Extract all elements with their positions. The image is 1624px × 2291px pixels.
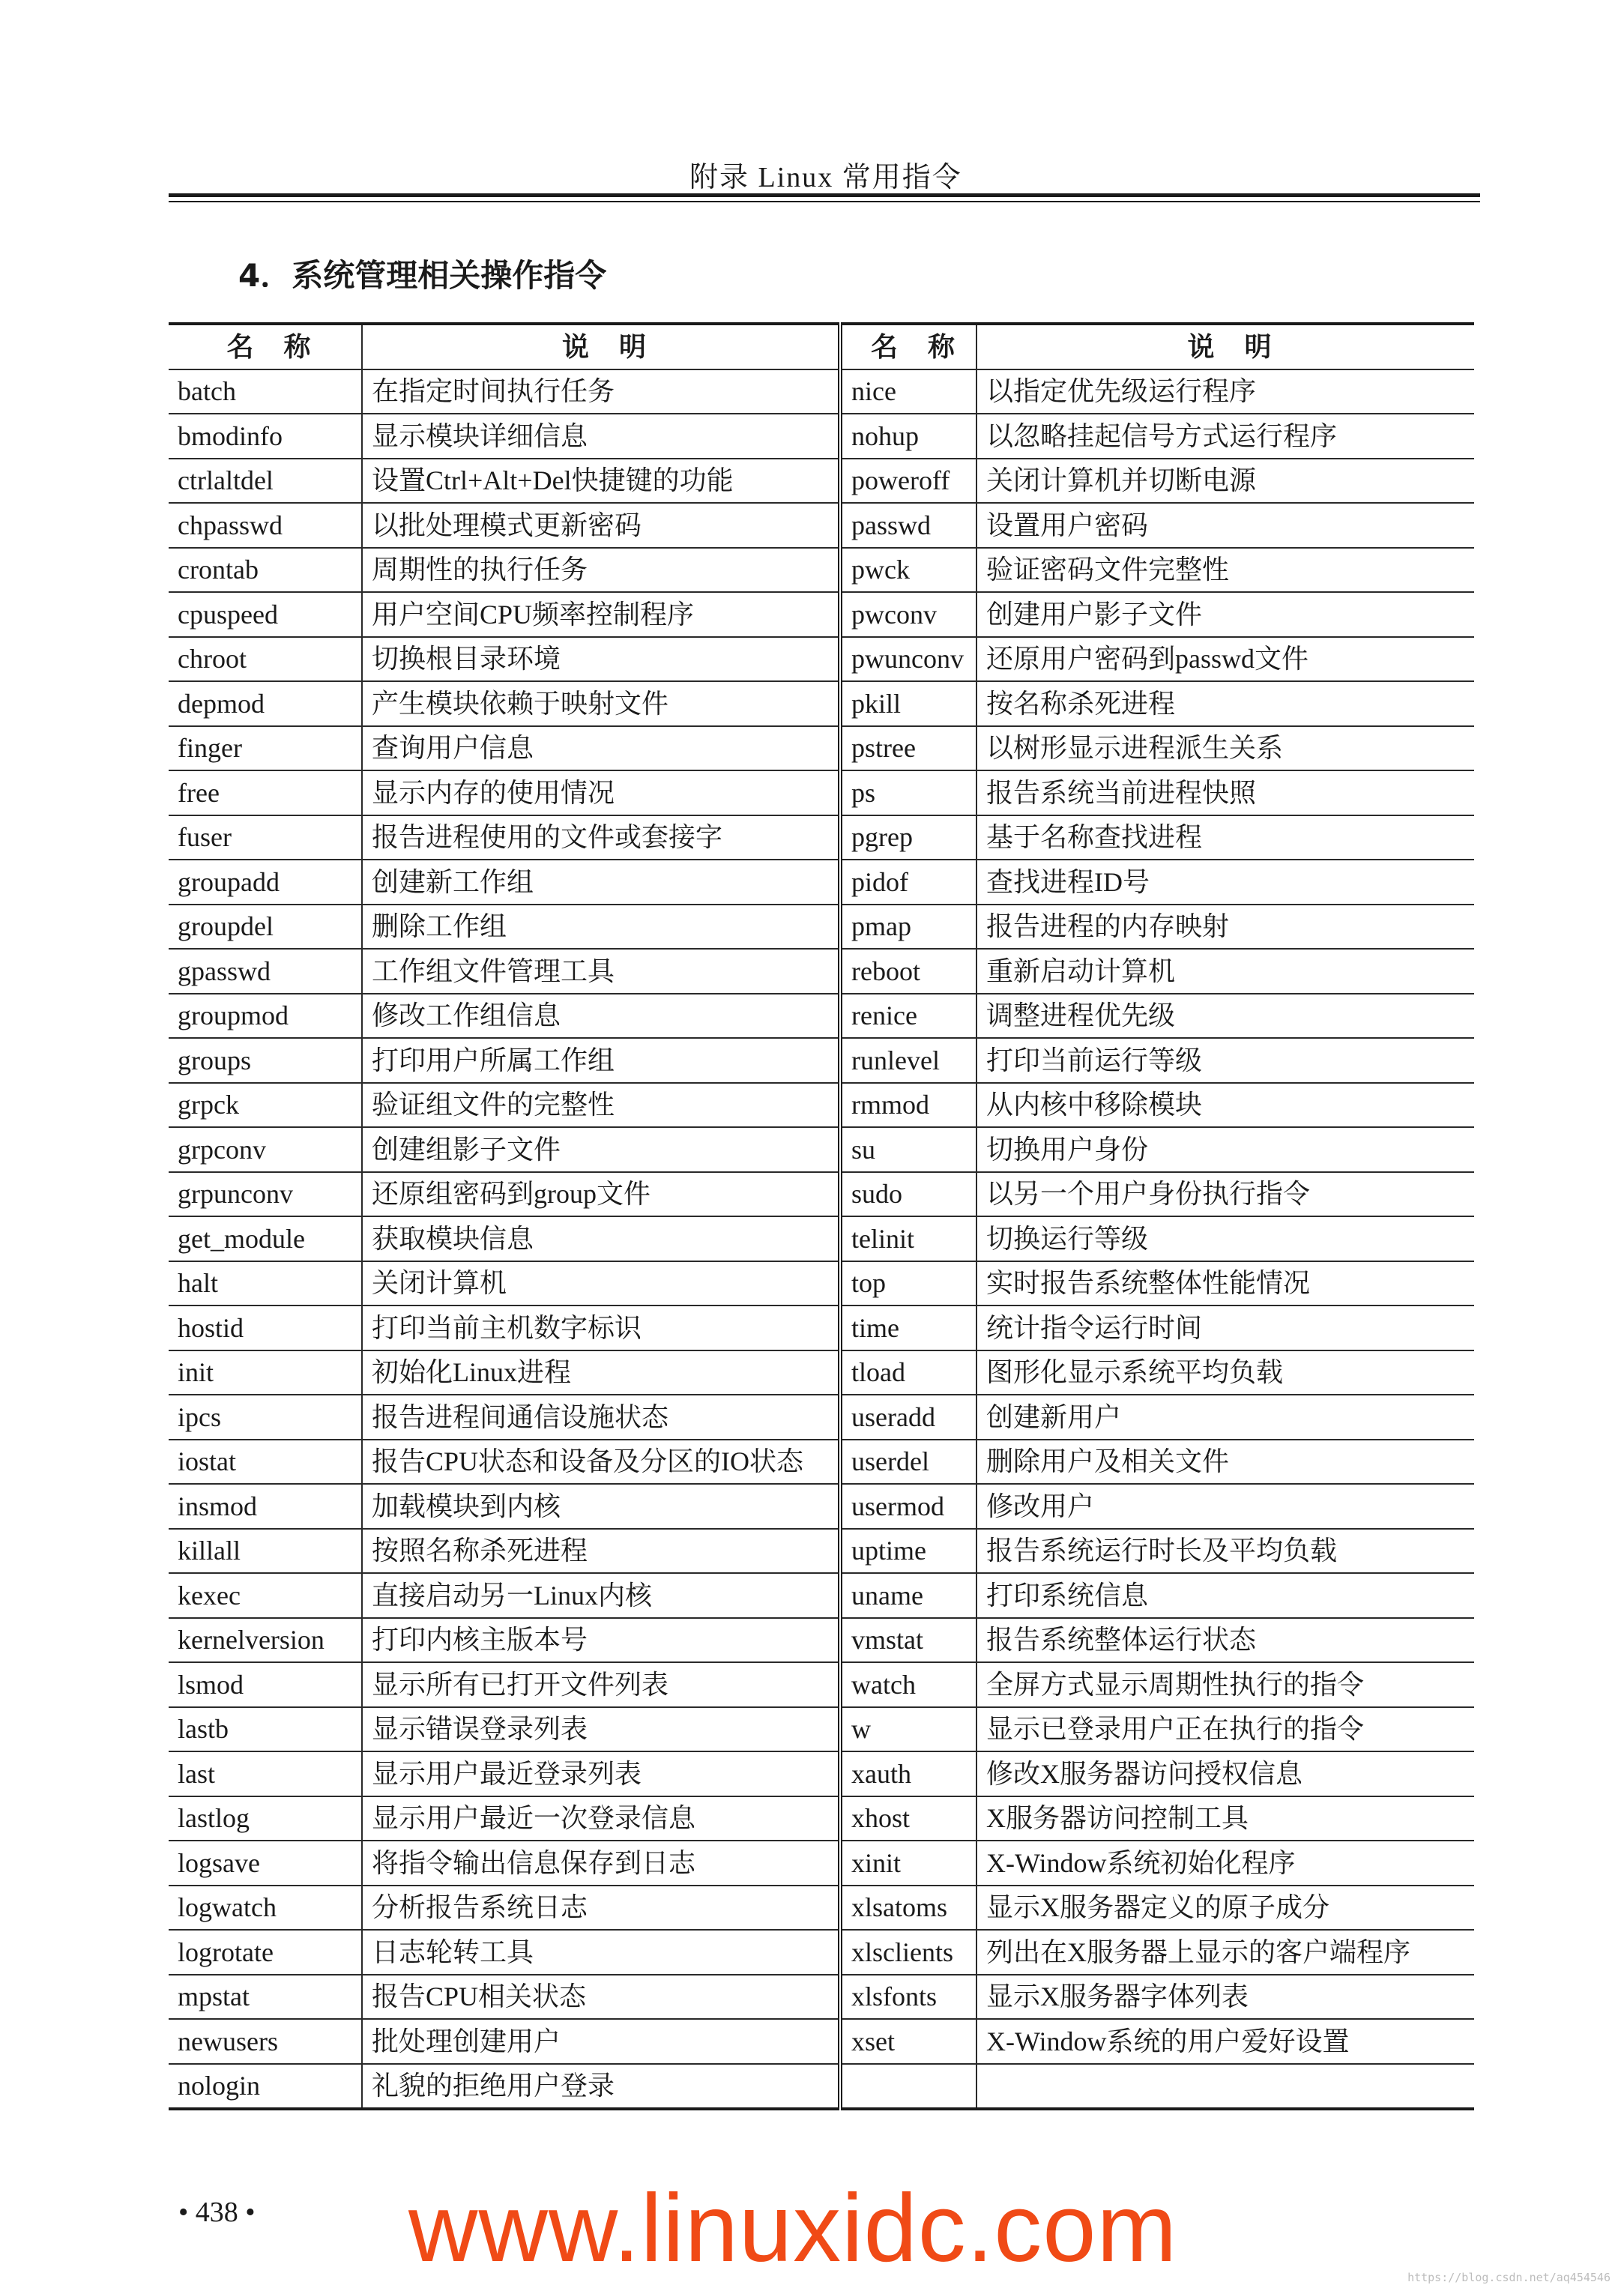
table-header-row (169, 324, 1474, 369)
cmd-desc-left: 按照名称杀死进程 (362, 1529, 840, 1574)
cmd-desc-left: 产生模块依赖于映射文件 (362, 681, 840, 726)
cmd-desc-right: 按名称杀死进程 (976, 681, 1474, 726)
cmd-desc-right: X服务器访问控制工具 (976, 1796, 1474, 1841)
table-row (169, 2064, 1474, 2110)
table-row (169, 369, 1474, 414)
cmd-name-right: pwck (840, 548, 976, 593)
header-rule (169, 193, 1480, 197)
cmd-desc-left: 初始化Linux进程 (362, 1350, 840, 1395)
cmd-name-right: pwunconv (840, 637, 976, 682)
cmd-desc-left: 批处理创建用户 (362, 2019, 840, 2064)
table-row (169, 459, 1474, 504)
cmd-desc-right: 报告进程的内存映射 (976, 905, 1474, 950)
table-row (169, 1529, 1474, 1574)
table-row (169, 905, 1474, 950)
cmd-desc-left: 周期性的执行任务 (362, 548, 840, 593)
cmd-desc-right: 报告系统运行时长及平均负载 (976, 1529, 1474, 1574)
cmd-name-right: xauth (840, 1751, 976, 1796)
table-row (169, 681, 1474, 726)
table-row (169, 1930, 1474, 1975)
table-row (169, 815, 1474, 860)
cmd-name-right: w (840, 1707, 976, 1752)
cmd-desc-left: 分析报告系统日志 (362, 1886, 840, 1931)
table-row (169, 2019, 1474, 2064)
cmd-name-left: newusers (169, 2019, 362, 2064)
cmd-name-right: nice (840, 369, 976, 414)
cmd-desc-left: 显示错误登录列表 (362, 1707, 840, 1752)
cmd-name-right: su (840, 1127, 976, 1172)
cmd-name-left: logrotate (169, 1930, 362, 1975)
cmd-desc-right: 设置用户密码 (976, 503, 1474, 548)
cmd-desc-left: 创建组影子文件 (362, 1127, 840, 1172)
cmd-desc-left: 报告进程使用的文件或套接字 (362, 815, 840, 860)
cmd-desc-right: 报告系统整体运行状态 (976, 1618, 1474, 1663)
cmd-desc-left: 报告进程间通信设施状态 (362, 1395, 840, 1440)
cmd-desc-right: 创建新用户 (976, 1395, 1474, 1440)
cmd-name-left: halt (169, 1261, 362, 1306)
header-desc-left: 说 明 (362, 324, 840, 369)
cmd-desc-right: 统计指令运行时间 (976, 1306, 1474, 1350)
cmd-name-right: pstree (840, 726, 976, 771)
table-body (169, 369, 1474, 2110)
cmd-name-left: crontab (169, 548, 362, 593)
cmd-desc-left: 报告CPU相关状态 (362, 1975, 840, 2020)
cmd-name-right: renice (840, 994, 976, 1039)
cmd-name-right: xlsfonts (840, 1975, 976, 2020)
cmd-name-right: tload (840, 1350, 976, 1395)
cmd-name-right: sudo (840, 1172, 976, 1217)
cmd-desc-right: 显示X服务器定义的原子成分 (976, 1886, 1474, 1931)
cmd-name-left: logsave (169, 1841, 362, 1886)
table-row (169, 592, 1474, 637)
cmd-name-right: time (840, 1306, 976, 1350)
cmd-name-right: useradd (840, 1395, 976, 1440)
header-rule-thin (169, 201, 1480, 202)
cmd-name-left: nologin (169, 2064, 362, 2110)
table-row (169, 1707, 1474, 1752)
cmd-desc-left: 打印用户所属工作组 (362, 1038, 840, 1083)
cmd-desc-right: 验证密码文件完整性 (976, 548, 1474, 593)
cmd-name-left: mpstat (169, 1975, 362, 2020)
cmd-name-left: groups (169, 1038, 362, 1083)
cmd-desc-left: 关闭计算机 (362, 1261, 840, 1306)
cmd-name-right: poweroff (840, 459, 976, 504)
cmd-name-left: iostat (169, 1440, 362, 1485)
cmd-desc-right: 从内核中移除模块 (976, 1083, 1474, 1128)
cmd-name-left: grpck (169, 1083, 362, 1128)
cmd-desc-right (976, 2064, 1474, 2110)
cmd-desc-right: 关闭计算机并切断电源 (976, 459, 1474, 504)
cmd-desc-left: 显示所有已打开文件列表 (362, 1662, 840, 1707)
cmd-name-right: uptime (840, 1529, 976, 1574)
cmd-desc-left: 打印当前主机数字标识 (362, 1306, 840, 1350)
cmd-desc-right: 列出在X服务器上显示的客户端程序 (976, 1930, 1474, 1975)
cmd-desc-left: 切换根目录环境 (362, 637, 840, 682)
cmd-desc-right: 显示已登录用户正在执行的指令 (976, 1707, 1474, 1752)
cmd-name-left: killall (169, 1529, 362, 1574)
cmd-name-left: free (169, 770, 362, 815)
cmd-name-right: usermod (840, 1484, 976, 1529)
cmd-desc-left: 显示内存的使用情况 (362, 770, 840, 815)
table-row (169, 1172, 1474, 1217)
cmd-desc-right: 基于名称查找进程 (976, 815, 1474, 860)
cmd-desc-right: X-Window系统的用户爱好设置 (976, 2019, 1474, 2064)
cmd-desc-left: 礼貌的拒绝用户登录 (362, 2064, 840, 2110)
cmd-desc-right: 图形化显示系统平均负载 (976, 1350, 1474, 1395)
page-number: • 438 • (178, 2197, 256, 2228)
cmd-desc-right: 调整进程优先级 (976, 994, 1474, 1039)
cmd-desc-right: 以树形显示进程派生关系 (976, 726, 1474, 771)
cmd-desc-left: 显示用户最近一次登录信息 (362, 1796, 840, 1841)
cmd-desc-left: 设置Ctrl+Alt+Del快捷键的功能 (362, 459, 840, 504)
cmd-name-left: chroot (169, 637, 362, 682)
cmd-desc-left: 打印内核主版本号 (362, 1618, 840, 1663)
cmd-desc-left: 日志轮转工具 (362, 1930, 840, 1975)
cmd-name-right: xlsatoms (840, 1886, 976, 1931)
cmd-name-left: grpconv (169, 1127, 362, 1172)
table-row (169, 726, 1474, 771)
table-row (169, 994, 1474, 1039)
table-row (169, 1841, 1474, 1886)
table-row (169, 1395, 1474, 1440)
header-desc-right: 说 明 (976, 324, 1474, 369)
table-row (169, 548, 1474, 593)
cmd-name-right: pgrep (840, 815, 976, 860)
cmd-name-left: depmod (169, 681, 362, 726)
cmd-name-left: kernelversion (169, 1618, 362, 1663)
cmd-desc-right: 显示X服务器字体列表 (976, 1975, 1474, 2020)
table-row (169, 1261, 1474, 1306)
table-row (169, 1440, 1474, 1485)
table-row (169, 1751, 1474, 1796)
cmd-desc-right: 修改用户 (976, 1484, 1474, 1529)
cmd-name-right: telinit (840, 1216, 976, 1261)
cmd-desc-right: 修改X服务器访问授权信息 (976, 1751, 1474, 1796)
table-row (169, 770, 1474, 815)
cmd-desc-right: 打印当前运行等级 (976, 1038, 1474, 1083)
cmd-name-left: groupadd (169, 860, 362, 905)
cmd-name-right: watch (840, 1662, 976, 1707)
table-row (169, 1618, 1474, 1663)
cmd-name-left: lastlog (169, 1796, 362, 1841)
table-row (169, 860, 1474, 905)
cmd-desc-right: 报告系统当前进程快照 (976, 770, 1474, 815)
cmd-desc-left: 创建新工作组 (362, 860, 840, 905)
table-row (169, 1216, 1474, 1261)
cmd-name-right: passwd (840, 503, 976, 548)
table-row (169, 414, 1474, 459)
cmd-name-right: pwconv (840, 592, 976, 637)
cmd-desc-left: 用户空间CPU频率控制程序 (362, 592, 840, 637)
cmd-name-right: reboot (840, 949, 976, 994)
cmd-name-right: xset (840, 2019, 976, 2064)
cmd-desc-right: 切换运行等级 (976, 1216, 1474, 1261)
cmd-desc-right: 删除用户及相关文件 (976, 1440, 1474, 1485)
cmd-desc-right: 创建用户影子文件 (976, 592, 1474, 637)
cmd-desc-right: 打印系统信息 (976, 1573, 1474, 1618)
cmd-name-left: bmodinfo (169, 414, 362, 459)
cmd-name-right: vmstat (840, 1618, 976, 1663)
cmd-desc-right: 还原用户密码到passwd文件 (976, 637, 1474, 682)
cmd-name-left: init (169, 1350, 362, 1395)
table-row (169, 1796, 1474, 1841)
table-row (169, 1662, 1474, 1707)
cmd-name-left: get_module (169, 1216, 362, 1261)
cmd-desc-left: 显示用户最近登录列表 (362, 1751, 840, 1796)
cmd-desc-left: 还原组密码到group文件 (362, 1172, 840, 1217)
cmd-name-left: lsmod (169, 1662, 362, 1707)
command-table (169, 322, 1474, 2110)
table-row (169, 503, 1474, 548)
cmd-name-left: lastb (169, 1707, 362, 1752)
cmd-desc-left: 加载模块到内核 (362, 1484, 840, 1529)
cmd-desc-left: 将指令输出信息保存到日志 (362, 1841, 840, 1886)
cmd-desc-left: 在指定时间执行任务 (362, 369, 840, 414)
cmd-desc-left: 验证组文件的完整性 (362, 1083, 840, 1128)
cmd-desc-right: 以忽略挂起信号方式运行程序 (976, 414, 1474, 459)
cmd-desc-left: 删除工作组 (362, 905, 840, 950)
cmd-name-left: chpasswd (169, 503, 362, 548)
cmd-name-left: groupdel (169, 905, 362, 950)
cmd-desc-left: 以批处理模式更新密码 (362, 503, 840, 548)
cmd-name-left: kexec (169, 1573, 362, 1618)
cmd-desc-left: 工作组文件管理工具 (362, 949, 840, 994)
table-row (169, 1573, 1474, 1618)
table-row (169, 1975, 1474, 2020)
cmd-name-left: ctrlaltdel (169, 459, 362, 504)
cmd-desc-left: 查询用户信息 (362, 726, 840, 771)
header-name-left: 名 称 (169, 324, 362, 369)
section-title: 4．系统管理相关操作指令 (238, 257, 607, 294)
cmd-name-right: xhost (840, 1796, 976, 1841)
table-row (169, 1886, 1474, 1931)
cmd-desc-right: 查找进程ID号 (976, 860, 1474, 905)
header-name-right: 名 称 (840, 324, 976, 369)
running-head: 附录 Linux 常用指令 (689, 162, 962, 193)
cmd-name-right: top (840, 1261, 976, 1306)
cmd-name-left: cpuspeed (169, 592, 362, 637)
cmd-name-right: userdel (840, 1440, 976, 1485)
cmd-name-right: pidof (840, 860, 976, 905)
cmd-name-left: logwatch (169, 1886, 362, 1931)
table-row (169, 1306, 1474, 1350)
cmd-name-right: pmap (840, 905, 976, 950)
site-watermark: www.linuxidc.com (408, 2175, 1178, 2282)
cmd-desc-left: 修改工作组信息 (362, 994, 840, 1039)
table-row (169, 637, 1474, 682)
cmd-desc-right: 以另一个用户身份执行指令 (976, 1172, 1474, 1217)
cmd-name-left: batch (169, 369, 362, 414)
cmd-name-right: nohup (840, 414, 976, 459)
cmd-desc-left: 直接启动另一Linux内核 (362, 1573, 840, 1618)
table-row (169, 1083, 1474, 1128)
cmd-name-left: ipcs (169, 1395, 362, 1440)
cmd-desc-right: 全屏方式显示周期性执行的指令 (976, 1662, 1474, 1707)
cmd-name-left: fuser (169, 815, 362, 860)
table-row (169, 1127, 1474, 1172)
cmd-name-right: pkill (840, 681, 976, 726)
table-row (169, 949, 1474, 994)
cmd-name-left: gpasswd (169, 949, 362, 994)
cmd-desc-left: 报告CPU状态和设备及分区的IO状态 (362, 1440, 840, 1485)
table-row (169, 1038, 1474, 1083)
cmd-desc-right: 实时报告系统整体性能情况 (976, 1261, 1474, 1306)
cmd-name-right: xinit (840, 1841, 976, 1886)
cmd-name-right: uname (840, 1573, 976, 1618)
cmd-desc-right: X-Window系统初始化程序 (976, 1841, 1474, 1886)
cmd-desc-right: 重新启动计算机 (976, 949, 1474, 994)
cmd-name-right: ps (840, 770, 976, 815)
blog-watermark: https://blog.csdn.net/aq454546 (1407, 2271, 1611, 2284)
cmd-name-left: hostid (169, 1306, 362, 1350)
cmd-name-right: xlsclients (840, 1930, 976, 1975)
cmd-name-right: rmmod (840, 1083, 976, 1128)
cmd-name-right: runlevel (840, 1038, 976, 1083)
cmd-name-left: finger (169, 726, 362, 771)
cmd-desc-right: 以指定优先级运行程序 (976, 369, 1474, 414)
cmd-name-left: last (169, 1751, 362, 1796)
cmd-name-left: groupmod (169, 994, 362, 1039)
cmd-name-left: grpunconv (169, 1172, 362, 1217)
cmd-desc-left: 获取模块信息 (362, 1216, 840, 1261)
cmd-name-right (840, 2064, 976, 2110)
table-row (169, 1484, 1474, 1529)
cmd-desc-right: 切换用户身份 (976, 1127, 1474, 1172)
cmd-desc-left: 显示模块详细信息 (362, 414, 840, 459)
table-row (169, 1350, 1474, 1395)
cmd-name-left: insmod (169, 1484, 362, 1529)
